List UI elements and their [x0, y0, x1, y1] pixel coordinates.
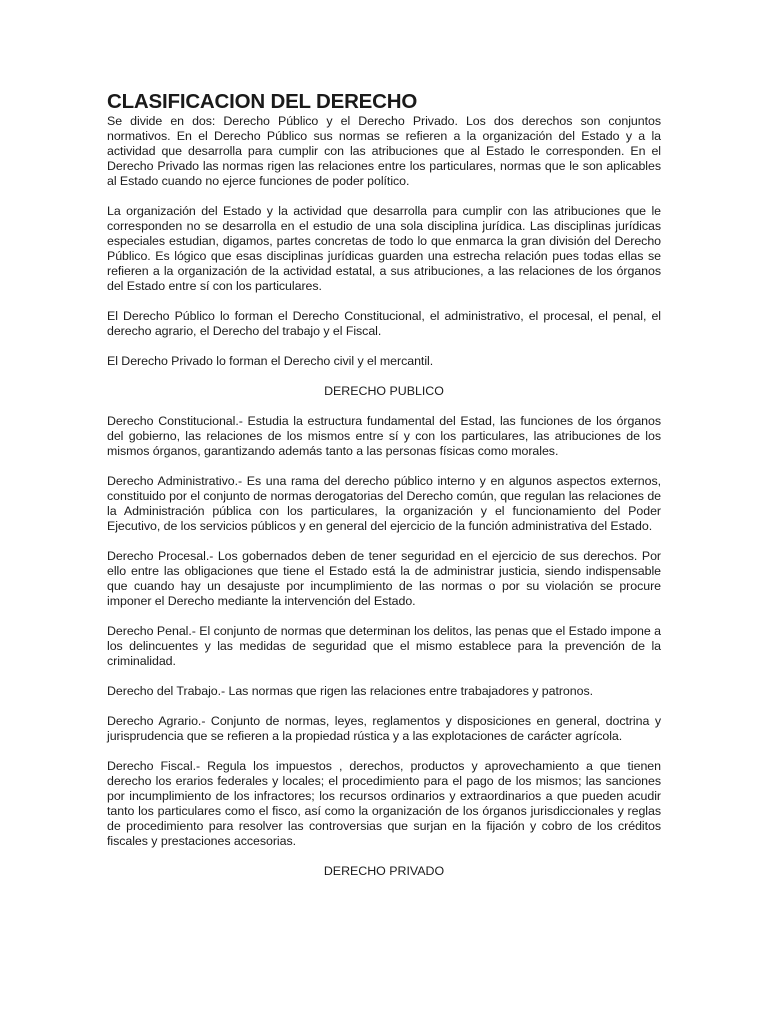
paragraph-derecho-agrario: Derecho Agrario.- Conjunto de normas, leyes, reglamentos y disposiciones en general, doctrina y jurisprudencia que se refieren a la propiedad rústica y a las explotaciones de carácter agrícola.: [107, 714, 661, 743]
paragraph-derecho-del-trabajo: Derecho del Trabajo.- Las normas que rigen las relaciones entre trabajadores y patronos.: [107, 684, 593, 698]
paragraph-derecho-constitucional: Derecho Constitucional.- Estudia la estructura fundamental del Estad, las funciones de los órganos del gobierno, las relaciones de los mismos entre sí y con los particulares, las atribuciones de los mismos órganos, garantizando además tanto a las personas físicas como morales.: [107, 414, 661, 458]
paragraph-derecho-penal: Derecho Penal.- El conjunto de normas que determinan los delitos, las penas que el Estado impone a los delincuentes y las medidas de seguridad que el mismo establece para la prevención de la criminalidad.: [107, 624, 661, 668]
document-title: CLASIFICACION DEL DERECHO: [107, 90, 418, 113]
section-heading-derecho-publico: DERECHO PUBLICO: [324, 384, 444, 398]
intro-paragraph-4: El Derecho Privado lo forman el Derecho civil y el mercantil.: [107, 354, 434, 368]
paragraph-derecho-procesal: Derecho Procesal.- Los gobernados deben de tener seguridad en el ejercicio de sus derechos. Por ello entre las obligaciones que tiene el Estado está la de administrar justicia, siendo indispensable que cuando hay un desajuste por incumplimiento de las normas o por su violación se procure imponer el Derecho mediante la intervención del Estado.: [107, 549, 661, 608]
section-heading-derecho-privado: DERECHO PRIVADO: [323, 864, 445, 878]
intro-paragraph-1: Se divide en dos: Derecho Público y el Derecho Privado. Los dos derechos son conjuntos normativos. En el Derecho Público sus normas se refieren a la organización del Estado y a la actividad que desarrolla para cumplir con las atribuciones que al Estado le corresponden. En el Derecho Privado las normas rigen las relaciones entre los particulares, normas que le son aplicables al Estado cuando no ejerce funciones de poder político.: [107, 114, 661, 188]
paragraph-derecho-fiscal: Derecho Fiscal.- Regula los impuestos , derechos, productos y aprovechamiento a que tienen derecho los erarios federales y locales; el procedimiento para el pago de los mismos; las sanciones por incumplimiento de los infractores; los recursos ordinarios y extraordinarios a que pueden acudir tanto los particulares como el fisco, así como la organización de los órganos jurisdiccionales y reglas de procedimiento para resolver las controversias que surjan en la fijación y cobro de los créditos fiscales y prestaciones accesorias.: [107, 759, 661, 848]
intro-paragraph-2: La organización del Estado y la actividad que desarrolla para cumplir con las atribuciones que le corresponden no se desarrolla en el estudio de una sola disciplina jurídica. Las disciplinas jurídicas especiales estudian, digamos, partes concretas de todo lo que enmarca la gran división del Derecho Público. Es lógico que esas disciplinas jurídicas guarden una estrecha relación pues todas ellas se refieren a la organización de la actividad estatal, a sus atribuciones, a las relaciones de los órganos del Estado entre sí con los particulares.: [107, 204, 661, 293]
paragraph-derecho-administrativo: Derecho Administrativo.- Es una rama del derecho público interno y en algunos aspectos externos, constituido por el conjunto de normas derogatorias del Derecho común, que regulan las relaciones de la Administración pública con los particulares, la organización y el funcionamiento del Poder Ejecutivo, de los servicios públicos y en general del ejercicio de la función administrativa del Estado.: [107, 474, 661, 533]
intro-paragraph-3: El Derecho Público lo forman el Derecho Constitucional, el administrativo, el procesal, el penal, el derecho agrario, el Derecho del trabajo y el Fiscal.: [107, 309, 661, 338]
document-body: [107, 90, 661, 894]
